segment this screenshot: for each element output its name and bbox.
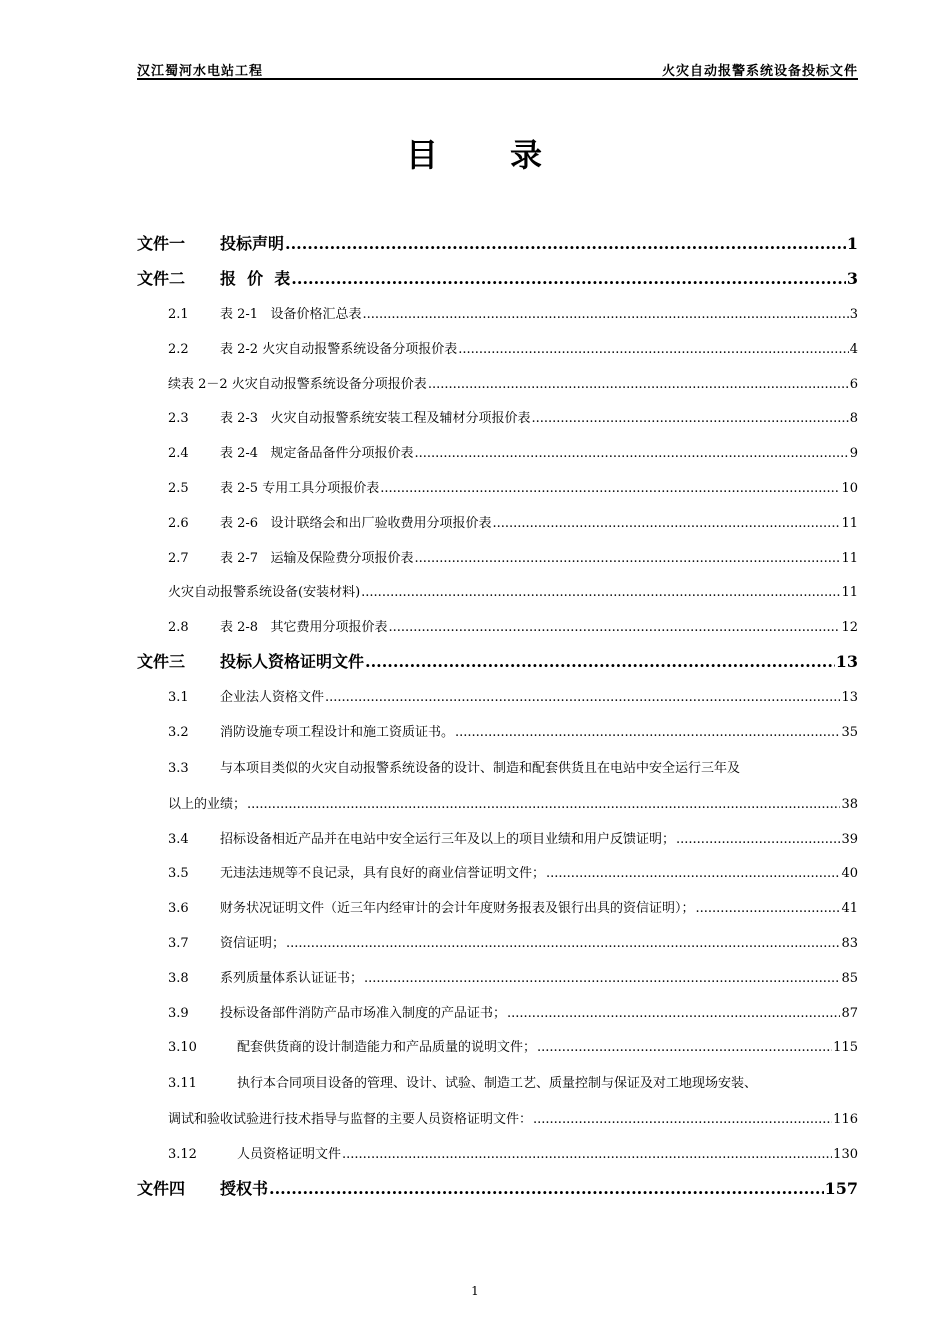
toc-entry-number: 3.4 (168, 831, 189, 847)
header-project-name: 汉江蜀河水电站工程 (137, 64, 264, 79)
toc-entry-number: 3.8 (168, 970, 189, 986)
toc-entry-number: 2.2 (168, 341, 189, 357)
toc-leader-dots (362, 298, 848, 332)
toc-leader-dots (533, 1102, 832, 1138)
toc-leader-dots (247, 787, 840, 823)
toc-entry-title: 表 2-1 设备价格汇总表 (220, 307, 362, 322)
toc-entry[interactable] (137, 857, 858, 892)
toc-entry-number: 3.6 (168, 901, 189, 917)
toc-entry-number: 3.3 (168, 760, 189, 776)
toc-entry[interactable] (137, 1031, 858, 1066)
toc-entry[interactable] (137, 437, 858, 472)
toc-entry[interactable] (137, 823, 858, 858)
toc-leader-dots (455, 716, 840, 750)
toc-entry-page: 8 (849, 411, 858, 427)
toc-leader-dots (458, 333, 849, 367)
toc-entry-page: 39 (841, 831, 858, 847)
toc-leader-dots (388, 611, 840, 645)
toc-entry-title: 表 2-5 专用工具分项报价表 (220, 480, 380, 496)
toc-leader-dots (414, 542, 840, 576)
toc-entry[interactable] (137, 333, 858, 368)
toc-entry[interactable] (137, 472, 858, 507)
toc-entry-page: 1 (846, 234, 858, 253)
toc-entry-title: 授权书 (220, 1178, 269, 1198)
toc-entry[interactable] (137, 542, 858, 577)
toc-entry[interactable] (137, 402, 858, 437)
toc-leader-dots (531, 402, 848, 436)
toc-entry[interactable] (137, 962, 858, 997)
toc-entry[interactable] (137, 576, 858, 611)
toc-entry-page: 157 (824, 1178, 858, 1198)
toc-leader-dots (492, 507, 840, 541)
toc-entry-number: 3.5 (168, 866, 189, 882)
toc-entry-continuation[interactable] (137, 787, 858, 823)
toc-entry[interactable] (137, 228, 858, 263)
toc-entry-title-continued: 以上的业绩； (168, 796, 247, 812)
toc-entry[interactable] (137, 892, 858, 927)
toc-entry-title: 投标声明 (220, 234, 285, 253)
toc-entry-number: 2.1 (168, 307, 189, 322)
toc-leader-dots (414, 437, 848, 471)
toc-leader-dots (507, 997, 840, 1031)
toc-entry[interactable] (137, 611, 858, 646)
toc-leader-dots (537, 1031, 832, 1065)
toc-entry-page: 83 (841, 935, 858, 951)
toc-leader-dots (428, 368, 849, 402)
toc-entry-number: 2.8 (168, 620, 189, 636)
toc-leader-dots (696, 892, 841, 926)
toc-entry-title: 无违法违规等不良记录，具有良好的商业信誉证明文件； (220, 866, 546, 882)
page-header (137, 58, 858, 80)
toc-leader-dots (285, 228, 846, 260)
toc-entry-page: 41 (841, 901, 858, 917)
toc-leader-dots (380, 472, 840, 506)
toc-leader-dots (286, 927, 840, 961)
toc-leader-dots (546, 857, 840, 891)
toc-entry-number: 3.9 (168, 1005, 189, 1021)
toc-entry-page: 35 (841, 724, 858, 740)
toc-entry-page: 11 (841, 550, 858, 566)
toc-entry-title: 人员资格证明文件 (237, 1147, 342, 1163)
toc-entry-page: 116 (833, 1112, 858, 1128)
toc-entry-title: 续表 2－2 火灾自动报警系统设备分项报价表 (168, 376, 427, 392)
toc-entry-title: 表 2-3 火灾自动报警系统安装工程及辅材分项报价表 (220, 411, 531, 427)
toc-entry[interactable] (137, 927, 858, 962)
toc-entry-number: 2.7 (168, 550, 189, 566)
toc-leader-dots (365, 646, 835, 678)
title-char-1: 目 (405, 136, 440, 174)
toc-entry-page: 6 (849, 376, 858, 392)
toc-entry-page: 87 (841, 1005, 858, 1021)
toc-leader-dots (291, 263, 846, 295)
toc-leader-dots (269, 1173, 824, 1205)
toc-entry-number: 文件二 (137, 269, 186, 288)
toc-entry-number: 文件一 (137, 234, 186, 253)
toc-entry[interactable] (137, 751, 858, 787)
toc-entry-title: 与本项目类似的火灾自动报警系统设备的设计、制造和配套供货且在电站中安全运行三年及 (220, 760, 741, 776)
toc-entry-title: 投标人资格证明文件 (220, 651, 365, 671)
toc-leader-dots (342, 1138, 832, 1172)
toc-entry-number: 2.5 (168, 480, 189, 496)
toc-entry[interactable] (137, 368, 858, 403)
toc-entry-number: 3.1 (168, 689, 189, 705)
page-title (0, 130, 950, 176)
toc-entry-continuation[interactable] (137, 1102, 858, 1138)
toc-entry-page: 13 (835, 651, 858, 671)
toc-entry-title: 资信证明； (220, 935, 286, 951)
toc-entry-number: 文件四 (137, 1178, 186, 1198)
toc-entry[interactable] (137, 1173, 858, 1208)
toc-entry-title: 火灾自动报警系统设备(安装材料) (168, 585, 361, 601)
toc-entry-number: 3.10 (168, 1040, 197, 1056)
toc-entry-title: 表 2-6 设计联络会和出厂验收费用分项报价表 (220, 515, 492, 531)
toc-entry-title: 招标设备相近产品并在电站中安全运行三年及以上的项目业绩和用户反馈证明； (220, 831, 676, 847)
toc-entry-page: 4 (849, 341, 858, 357)
header-document-name: 火灾自动报警系统设备投标文件 (661, 64, 858, 79)
toc-entry[interactable] (137, 298, 858, 333)
toc-entry-page: 3 (846, 269, 858, 288)
toc-entry-title: 财务状况证明文件（近三年内经审计的会计年度财务报表及银行出具的资信证明）； (220, 901, 695, 917)
toc-entry-title: 系列质量体系认证证书； (220, 970, 364, 986)
toc-leader-dots (361, 576, 840, 610)
toc-entry-title: 表 2-4 规定备品备件分项报价表 (220, 446, 414, 462)
toc-entry-page: 12 (841, 620, 858, 636)
toc-entry-page: 11 (841, 585, 858, 601)
toc-leader-dots (325, 681, 840, 715)
toc-entry-page: 115 (833, 1040, 858, 1056)
toc-entry-title: 表 2-8 其它费用分项报价表 (220, 620, 388, 636)
toc-entry[interactable] (137, 263, 858, 298)
page-number: 1 (471, 1284, 479, 1298)
toc-entry-number: 2.3 (168, 411, 189, 427)
toc-entry-page: 3 (849, 307, 858, 322)
toc-entry-title: 投标设备部件消防产品市场准入制度的产品证书； (220, 1005, 507, 1021)
toc-entry-title: 表 2-7 运输及保险费分项报价表 (220, 550, 414, 566)
toc-entry-title: 执行本合同项目设备的管理、设计、试验、制造工艺、质量控制与保证及对工地现场安装、 (237, 1076, 758, 1092)
toc-entry-page: 9 (849, 446, 858, 462)
toc-entry[interactable] (137, 1138, 858, 1173)
toc-entry-page: 40 (841, 866, 858, 882)
toc-leader-dots (676, 823, 840, 857)
toc-entry-page: 13 (841, 689, 858, 705)
toc-entry-number: 2.4 (168, 446, 189, 462)
toc-entry-title: 消防设施专项工程设计和施工资质证书。 (220, 724, 455, 740)
toc-entry[interactable] (137, 681, 858, 716)
toc-entry[interactable] (137, 1066, 858, 1102)
toc-entry-title-continued: 调试和验收试验进行技术指导与监督的主要人员资格证明文件： (168, 1112, 533, 1128)
toc-entry-title: 报 价 表 (220, 269, 291, 288)
toc-entry-number: 2.6 (168, 515, 189, 531)
toc-entry[interactable] (137, 716, 858, 751)
toc-entry-number: 3.2 (168, 724, 189, 740)
table-of-contents (137, 228, 858, 1208)
toc-entry-title: 配套供货商的设计制造能力和产品质量的说明文件； (237, 1040, 537, 1056)
toc-leader-dots (364, 962, 840, 996)
toc-entry-title: 表 2-2 火灾自动报警系统设备分项报价表 (220, 341, 458, 357)
toc-entry-page: 38 (841, 796, 858, 812)
toc-entry-title: 企业法人资格文件 (220, 689, 325, 705)
title-char-2: 录 (510, 136, 545, 174)
toc-entry-page: 11 (841, 515, 858, 531)
toc-entry-page: 85 (841, 970, 858, 986)
toc-entry-number: 3.11 (168, 1076, 197, 1092)
toc-entry[interactable] (137, 646, 858, 681)
toc-entry-page: 10 (841, 480, 858, 496)
toc-entry[interactable] (137, 997, 858, 1032)
toc-entry-page: 130 (833, 1147, 858, 1163)
toc-entry[interactable] (137, 507, 858, 542)
toc-entry-number: 文件三 (137, 651, 186, 671)
toc-entry-number: 3.7 (168, 935, 189, 951)
toc-entry-number: 3.12 (168, 1147, 197, 1163)
